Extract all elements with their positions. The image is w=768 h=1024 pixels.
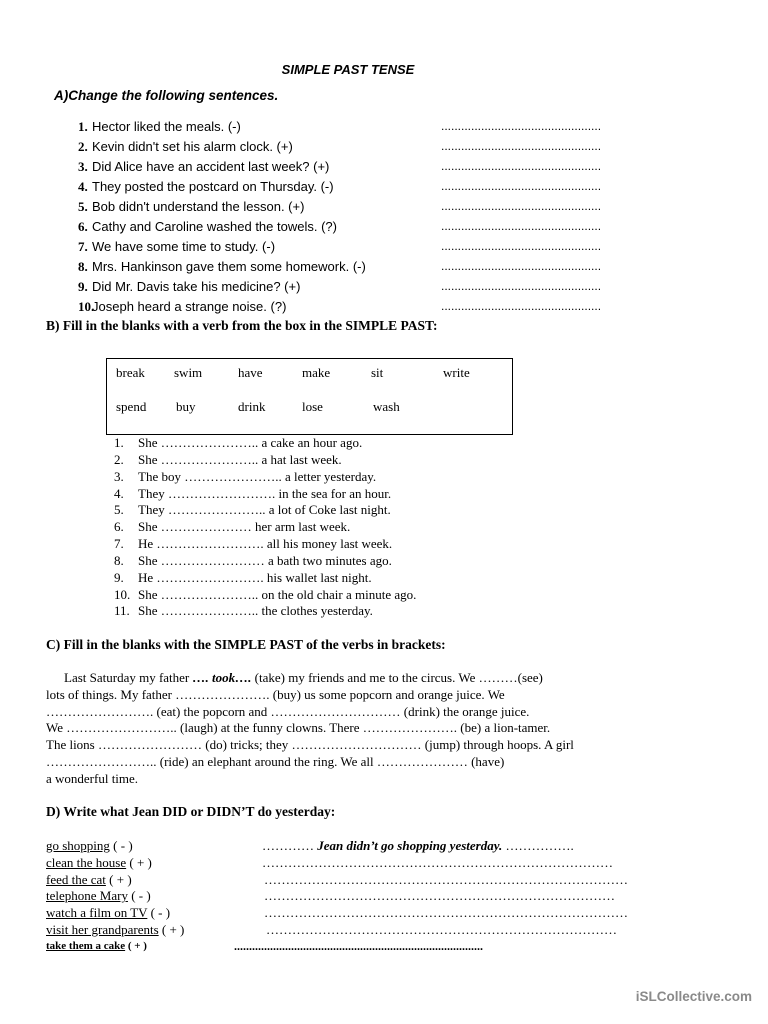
paragraph-line xyxy=(64,670,543,686)
item-text: He ……………………. all his money last week. xyxy=(138,536,393,551)
section-a-item xyxy=(78,239,638,259)
item-text: She ………………….. a cake an hour ago. xyxy=(138,435,363,450)
verb-word: lose xyxy=(302,399,323,414)
section-a-item xyxy=(78,259,638,279)
section-b-item xyxy=(114,553,392,569)
answer-line[interactable]: ................................................ xyxy=(441,139,602,153)
item-text: She ………………… her arm last week. xyxy=(138,519,351,534)
answer-line[interactable]: ................................................ xyxy=(441,259,602,273)
paragraph-text: Last Saturday my father xyxy=(64,670,193,685)
example-answer: Jean didn’t go shopping yesterday. xyxy=(317,838,503,853)
answer-line[interactable]: ……………………………………………………………………… xyxy=(262,855,613,870)
section-b-item xyxy=(114,502,391,518)
verb-word: spend xyxy=(116,399,147,414)
section-b-item xyxy=(114,519,350,535)
item-number: 8. xyxy=(78,259,88,274)
section-c-heading: C) Fill in the blanks with the SIMPLE PAST of the verbs in brackets: xyxy=(46,637,446,652)
activity-label: telephone Mary xyxy=(46,888,128,903)
activity-sign: ( + ) xyxy=(158,922,185,937)
example-answer: …. took…. xyxy=(192,670,252,685)
item-number: 9. xyxy=(78,279,88,294)
item-number: 5. xyxy=(78,199,88,214)
item-number: 1. xyxy=(78,119,88,134)
section-a-item xyxy=(78,139,638,159)
answer-line[interactable]: ................................................................................... xyxy=(234,939,483,953)
answer-line[interactable]: ……………………………………………………………………… xyxy=(266,922,617,937)
section-b-item xyxy=(114,603,373,619)
verb-word: wash xyxy=(373,399,400,414)
activity-label: go shopping xyxy=(46,838,110,853)
item-text: The boy ………………….. a letter yesterday. xyxy=(138,469,377,484)
verb-word: sit xyxy=(371,365,384,380)
section-a-item xyxy=(78,199,638,219)
answer-line[interactable]: ……………………………………………………………………… xyxy=(264,888,615,903)
item-number: 7. xyxy=(78,239,88,254)
item-text: Kevin didn't set his alarm clock. (+) xyxy=(92,139,293,154)
item-number: 5. xyxy=(114,502,124,517)
answer-line[interactable]: ................................................ xyxy=(441,179,602,193)
verb-word: write xyxy=(443,365,470,380)
paragraph-line: The lions …………………… (do) tricks; they ………………………… (jump) through hoops. A girl xyxy=(46,737,574,752)
item-text: Mrs. Hankinson gave them some homework. (-) xyxy=(92,259,366,274)
item-text: Cathy and Caroline washed the towels. (?) xyxy=(92,219,337,234)
paragraph-line: lots of things. My father …………………. (buy) us some popcorn and orange juice. We xyxy=(46,687,505,702)
leader-dots: ……………. xyxy=(502,838,574,853)
item-text: She ………………….. a hat last week. xyxy=(138,452,342,467)
item-number: 7. xyxy=(114,536,124,551)
activity-sign: ( - ) xyxy=(127,888,151,903)
verb-word: drink xyxy=(238,399,266,414)
answer-line[interactable]: ................................................ xyxy=(441,219,602,233)
activity-item xyxy=(46,940,147,952)
worksheet-title: SIMPLE PAST TENSE xyxy=(281,62,415,77)
section-b-item xyxy=(114,536,392,552)
item-number: 10. xyxy=(78,299,95,314)
item-text: They posted the postcard on Thursday. (-) xyxy=(92,179,334,194)
section-b-item xyxy=(114,435,362,451)
section-a-item xyxy=(78,119,638,139)
answer-line[interactable]: ................................................ xyxy=(441,299,602,313)
item-number: 10. xyxy=(114,587,131,602)
activity-item xyxy=(46,905,170,921)
item-text: She …………………… a bath two minutes ago. xyxy=(138,553,392,568)
item-text: He ……………………. his wallet last night. xyxy=(138,570,372,585)
section-b-item xyxy=(114,570,372,586)
section-d-heading: D) Write what Jean DID or DIDN’T do yesterday: xyxy=(46,804,336,819)
activity-label: take them a cake xyxy=(46,940,126,952)
paragraph-line: a wonderful time. xyxy=(46,771,139,786)
section-a-item xyxy=(78,299,638,319)
section-a-item xyxy=(78,159,638,179)
item-text: Did Alice have an accident last week? (+) xyxy=(92,159,330,174)
activity-sign: ( - ) xyxy=(109,838,133,853)
answer-line[interactable]: ………………………………………………………………………… xyxy=(264,905,628,920)
activity-label: feed the cat xyxy=(46,872,106,887)
item-text: We have some time to study. (-) xyxy=(92,239,276,254)
item-number: 2. xyxy=(114,452,124,467)
answer-line[interactable]: ................................................ xyxy=(441,199,602,213)
item-number: 8. xyxy=(114,553,124,568)
answer-line[interactable]: ………………………………………………………………………… xyxy=(264,872,628,887)
item-text: They ………………….. a lot of Coke last night. xyxy=(138,502,391,517)
answer-line[interactable]: ................................................ xyxy=(441,119,602,133)
activity-item xyxy=(46,922,184,938)
answer-line[interactable]: ................................................ xyxy=(441,239,602,253)
verb-word: buy xyxy=(176,399,196,414)
activity-sign: ( + ) xyxy=(126,855,152,870)
item-text: Bob didn't understand the lesson. (+) xyxy=(92,199,305,214)
verb-word: have xyxy=(238,365,263,380)
section-b-item xyxy=(114,452,342,468)
item-number: 4. xyxy=(78,179,88,194)
item-number: 4. xyxy=(114,486,124,501)
activity-label: visit her grandparents xyxy=(46,922,159,937)
paragraph-line: …………………….. (ride) an elephant around the ring. We all ………………… (have) xyxy=(46,754,505,769)
section-a-item xyxy=(78,219,638,239)
section-b-item xyxy=(114,469,376,485)
verb-word: swim xyxy=(174,365,203,380)
item-number: 1. xyxy=(114,435,124,450)
section-b-heading: B) Fill in the blanks with a verb from the box in the SIMPLE PAST: xyxy=(46,318,438,333)
activity-sign: ( + ) xyxy=(125,940,147,952)
answer-line[interactable]: ................................................ xyxy=(441,159,602,173)
item-number: 3. xyxy=(114,469,124,484)
verb-box xyxy=(106,358,513,435)
item-number: 6. xyxy=(78,219,88,234)
item-text: Did Mr. Davis take his medicine? (+) xyxy=(92,279,301,294)
item-number: 6. xyxy=(114,519,124,534)
item-text: They ……………………. in the sea for an hour. xyxy=(138,486,392,501)
activity-item xyxy=(46,872,132,888)
item-text: Hector liked the meals. (-) xyxy=(92,119,241,134)
section-b-item xyxy=(114,587,416,603)
item-text: She ………………….. on the old chair a minute ago. xyxy=(138,587,417,602)
activity-item xyxy=(46,838,133,854)
activity-label: watch a film on TV xyxy=(46,905,148,920)
section-a-item xyxy=(78,179,638,199)
leader-dots: ………… xyxy=(262,838,318,853)
item-number: 9. xyxy=(114,570,124,585)
verb-word: break xyxy=(116,365,145,380)
example-answer-line xyxy=(262,838,574,854)
activity-item xyxy=(46,888,151,904)
activity-label: clean the house xyxy=(46,855,127,870)
answer-line[interactable]: ................................................ xyxy=(441,279,602,293)
section-a-heading: A)Change the following sentences. xyxy=(54,88,279,103)
item-number: 3. xyxy=(78,159,88,174)
paragraph-text: (take) my friends and me to the circus. We ………(see) xyxy=(251,670,543,685)
item-number: 11. xyxy=(114,603,130,618)
item-number: 2. xyxy=(78,139,88,154)
paragraph-line: We …………………….. (laugh) at the funny clowns. There …………………. (be) a lion-tamer. xyxy=(46,720,551,735)
verb-word: make xyxy=(302,365,331,380)
item-text: Joseph heard a strange noise. (?) xyxy=(92,299,287,314)
section-a-item xyxy=(78,279,638,299)
item-text: She ………………….. the clothes yesterday. xyxy=(138,603,373,618)
activity-item xyxy=(46,855,152,871)
activity-sign: ( + ) xyxy=(105,872,132,887)
activity-sign: ( - ) xyxy=(147,905,171,920)
paragraph-line: ……………………. (eat) the popcorn and ………………………… (drink) the orange juice. xyxy=(46,704,530,719)
site-watermark: iSLCollective.com xyxy=(635,989,752,1004)
section-b-item xyxy=(114,486,391,502)
